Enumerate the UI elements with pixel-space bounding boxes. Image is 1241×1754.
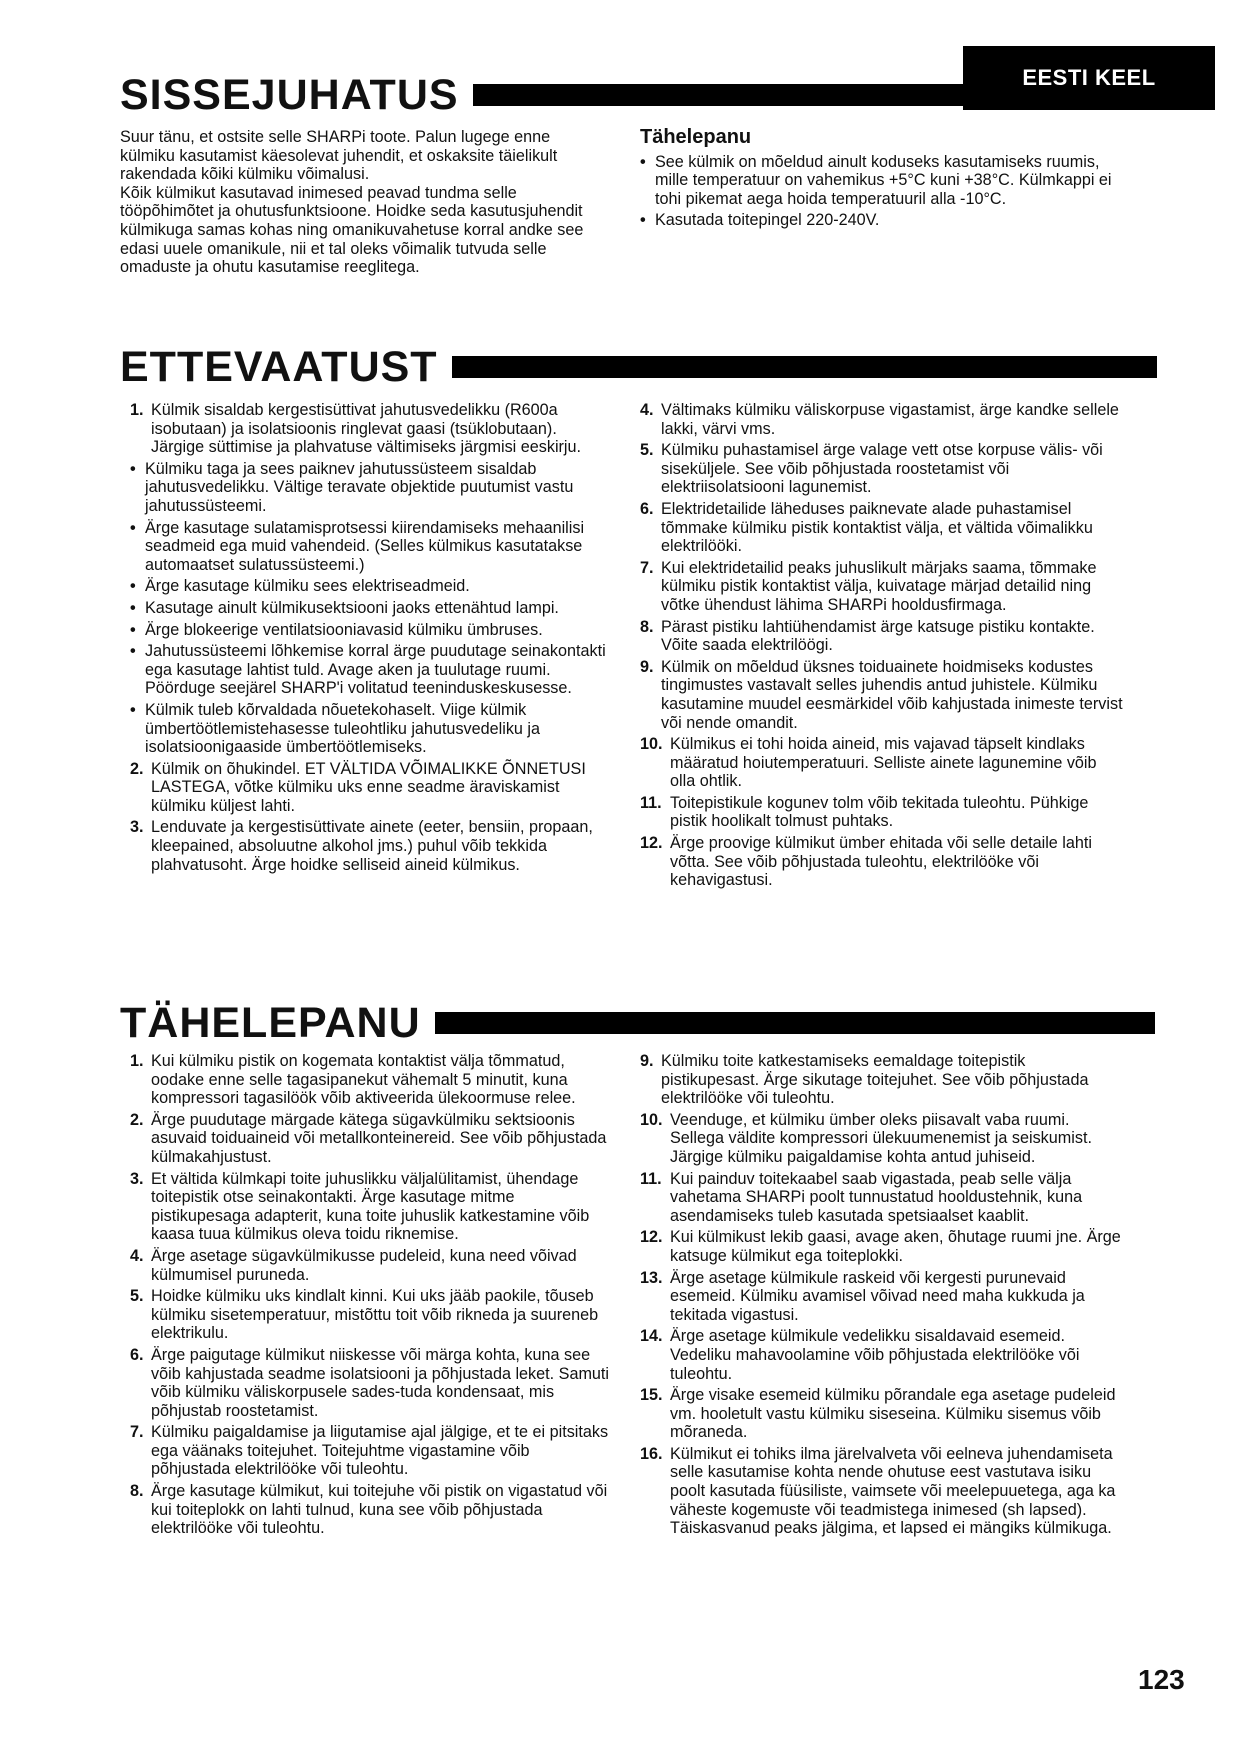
list-item (130, 1287, 610, 1343)
item-number: 14. (640, 1327, 663, 1346)
item-number: 1. (130, 401, 144, 419)
list-item: • See külmik on mõeldud ainult koduseks kasutamiseks ruumis, mille temperatuur on vahemikus +5°C kuni +38°C. Külmkappi ei tohi pikemat aega hoida temperatuuril alla -10°C. (640, 153, 1135, 209)
warnings-right-column (640, 401, 1125, 893)
item-text: Ärge asetage sügavkülmikusse pudeleid, kuna need võivad külmumisel puruneda. (151, 1246, 577, 1284)
list-item (130, 1111, 610, 1167)
list-item: • Külmiku taga ja sees paiknev jahutussüsteem sisaldab jahutusvedelikku. Vältige teravate objektide puutumist vastu jahutussüsteemi. (130, 460, 610, 516)
item-number: 11. (640, 793, 662, 812)
warnings-title: ETTEVAATUST (120, 342, 438, 391)
list-item (640, 1228, 1125, 1265)
intro-title: SISSEJUHATUS (120, 70, 459, 119)
item-text: Külmiku puhastamisel ärge valage vett otse korpuse välis- või siseküljele. See võib põhjustada roostetamist või elektriisolatsiooni lagunemist. (661, 441, 1103, 497)
item-text: Kui külmikust lekib gaasi, avage aken, õhutage ruumi jne. Ärge katsuge külmikut ega toiteplokki. (670, 1228, 1121, 1265)
list-item (640, 1111, 1125, 1167)
item-number: 9. (640, 1052, 654, 1070)
list-item (640, 834, 1125, 890)
item-text: Vältimaks külmiku väliskorpuse vigastamist, ärge kandke sellele lakki, värvi vms. (661, 401, 1119, 438)
list-item (640, 794, 1125, 831)
item-text: Et vältida külmkapi toite juhuslikku väljalülitamist, ühendage toitepistik otse seinakontakti. Ärge kasutage mitme pistikupesaga adapterit, kuna toite juhuslik katkestamine võib kaasa tuua külmikus oleva toidu riknemise. (151, 1169, 590, 1244)
item-text: Ärge proovige külmikut ümber ehitada või selle detaile lahti võtta. See võib põhjustada tuleohtu, elektrilööke või kehavigastusi. (670, 834, 1093, 890)
item-text: Külmik sisaldab kergestisüttivat jahutusvedelikku (R600a isobutaan) ja isolatsioonis ringlevat gaasi (tsüklobutaan). Järgige süttimise ja plahvatuse vältimiseks järgmisi eeskirju. (151, 401, 582, 457)
item-number: 8. (640, 617, 654, 636)
list-item (130, 1247, 610, 1284)
item-number: 8. (130, 1482, 144, 1501)
item-number: 10. (640, 1110, 663, 1129)
item-text: Hoidke külmiku uks kindlalt kinni. Kui uks jääb paokile, tõuseb külmiku sisetemperatuur, mistõttu toit võib rikneda ja suureneb elektrikulu. (151, 1287, 599, 1343)
warnings-heading (120, 340, 1157, 394)
item-text: Ärge kasutage külmikut, kui toitejuhe või pistik on vigastatud või kui toiteplokk on lahti tulnud, kuna see võib põhjustada elektrilööke või tuleohtu. (151, 1482, 608, 1538)
item-text: Külmiku paigaldamise ja liigutamise ajal jälgige, et te ei pitsitaks ega väänaks toitejuhet. Toitejuhtme vigastamine võib põhjustada elektrilööke või tuleohtu. (151, 1423, 609, 1479)
language-tab: EESTI KEEL (963, 46, 1215, 110)
note-title: Tähelepanu (640, 126, 752, 148)
list-item (130, 760, 610, 816)
list-item (640, 1269, 1125, 1325)
item-text: Kui külmiku pistik on kogemata kontaktist välja tõmmatud, oodake enne selle tagasipanekut vähemalt 5 minutit, kuna kompressori tagasilöök võib aktiveerida ülekoormuse relee. (151, 1052, 576, 1108)
list-item: • Ärge blokeerige ventilatsiooniavasid külmiku ümbruses. (130, 621, 610, 640)
item-number: 15. (640, 1386, 663, 1405)
intro-heading (120, 68, 988, 122)
note-bullets (640, 153, 1135, 230)
item-text: Ärge visake esemeid külmiku põrandale ega asetage pudeleid vm. hooletult vastu külmiku siseseina. Külmiku sisemus võib mõraneda. (670, 1386, 1116, 1442)
list-item (130, 1346, 610, 1420)
item-number: 1. (130, 1052, 144, 1070)
item-number: 16. (640, 1444, 663, 1463)
sub-bullets (130, 460, 610, 757)
item-text: Toitepistikule kogunev tolm võib tekitada tuleohtu. Pühkige pistik hoolikalt tolmust puhtaks. (670, 793, 1089, 831)
list-item (640, 1445, 1125, 1538)
item-number: 5. (130, 1287, 144, 1306)
item-number: 2. (130, 1110, 144, 1129)
item-number: 12. (640, 834, 663, 853)
list-item (130, 1423, 610, 1479)
item-text: Külmiku toite katkestamiseks eemaldage toitepistik pistikupesast. Ärge sikutage toitejuhet. See võib põhjustada elektrilööke või tuleohtu. (661, 1052, 1089, 1108)
list-item (130, 1170, 610, 1244)
item-text: Külmik on õhukindel. ET VÄLTIDA VÕIMALIKKE ÕNNETUSI LASTEGA, võtke külmiku uks enne seadme äraviskamist külmiku küljest lahti. (151, 759, 586, 815)
item-text: Külmik on mõeldud üksnes toiduainete hoidmiseks kodustes tingimustes vastavalt selles juhendis antud juhistele. Külmiku kasutamine muudel eesmärkidel võib kahjustada inimeste tervist või nende omandit. (661, 657, 1123, 732)
item-text: Pärast pistiku lahtiühendamist ärge katsuge pistiku kontakte. Võite saada elektrilöögi. (661, 617, 1095, 655)
list-item: • Ärge kasutage külmiku sees elektriseadmeid. (130, 577, 610, 596)
list-item (640, 735, 1125, 791)
intro-paragraph: Suur tänu, et ostsite selle SHARPi toote. Palun lugege enne külmiku kasutamist käesolevat juhendit, et oskaksite täielikult rakendada kõiki külmiku võimalusi. (120, 128, 558, 184)
item-number: 6. (130, 1345, 144, 1364)
item-number: 7. (130, 1423, 144, 1442)
list-item (640, 618, 1125, 655)
list-item (130, 818, 610, 874)
list-item (640, 1386, 1125, 1442)
item-text: Külmikut ei tohiks ilma järelvalveta või eelneva juhendamiseta selle kasutamise kohta nende ohutuse eest vastutava isiku poolt kasutada füüsiliste, vaimsete või meelepuuetega, aga ka väheste kogemuste või teadmistega inimesed (sh lapsed). Täiskasvanud peaks jälgima, et lapsed ei mängiks külmikuga. (670, 1444, 1116, 1538)
list-item (640, 559, 1125, 615)
item-number: 4. (130, 1246, 144, 1265)
item-text: Ärge puudutage märgade kätega sügavkülmiku sektsioonis asuvaid toiduaineid või metallkonteinereid. See võib põhjustada külmakahjustust. (151, 1110, 607, 1166)
heading-rule (435, 1012, 1155, 1034)
item-number: 11. (640, 1169, 662, 1188)
item-number: 9. (640, 657, 654, 676)
item-number: 3. (130, 1169, 144, 1188)
item-number: 2. (130, 759, 144, 778)
list-item: • Kasutada toitepingel 220-240V. (640, 211, 1135, 230)
list-item (640, 1327, 1125, 1383)
item-number: 5. (640, 441, 654, 460)
cautions-right-column (640, 1052, 1125, 1541)
list-item (640, 401, 1125, 438)
cautions-heading (120, 996, 1155, 1050)
item-number: 12. (640, 1228, 663, 1247)
item-text: Külmikus ei tohi hoida aineid, mis vajavad täpselt kindlaks määratud hoiutemperatuuri. Selliste ainete lagunemine võib olla ohtlik. (670, 735, 1097, 791)
item-number: 3. (130, 818, 144, 837)
list-item: • Külmik tuleb kõrvaldada nõuetekohaselt. Viige külmik ümbertöötlemistehasesse tuleohtliku jahutusvedeliku ja isolatsioonigaaside ümbertöötlemiseks. (130, 701, 610, 757)
item-text: Kui painduv toitekaabel saab vigastada, peab selle välja vahetama SHARPi poolt tunnustatud hooldustehnik, kuna asendamiseks tuleb kasutada spetsiaalset kaablit. (670, 1169, 1083, 1225)
item-text: Ärge asetage külmikule vedelikku sisaldavaid esemeid. Vedeliku mahavoolamine võib põhjustada elektrilööke või tuleohtu. (670, 1327, 1080, 1383)
page-number: 123 (1138, 1664, 1185, 1695)
list-item: • Ärge kasutage sulatamisprotsessi kiirendamiseks mehaanilisi seadmeid ega muid vahendeid. (Selles külmikus kasutatakse automaatset sulatussüsteemi.) (130, 519, 610, 575)
item-text: Lenduvate ja kergestisüttivate ainete (eeter, bensiin, propaan, kleepained, absoluutne alkohol jms.) puhul võib tekkida plahvatusoht. Ärge hoidke selliseid aineid külmikus. (151, 818, 593, 874)
item-text: Ärge paigutage külmikut niiskesse või märga kohta, kuna see võib kahjustada seadme isolatsiooni ja põhjustada leket. Samuti võib külmiku väliskorpusele sades-tuda kondensaat, mis põhjustab roostetamist. (151, 1345, 610, 1420)
item-number: 10. (640, 735, 663, 754)
heading-rule (452, 356, 1157, 378)
cautions-title: TÄHELEPANU (120, 998, 421, 1047)
list-item (130, 1052, 610, 1108)
item-number: 6. (640, 499, 654, 518)
intro-body (120, 128, 605, 277)
list-item (640, 1170, 1125, 1226)
cautions-left-column (130, 1052, 610, 1541)
list-item (640, 441, 1125, 497)
heading-rule (473, 84, 988, 106)
item-text: Veenduge, et külmiku ümber oleks piisavalt vaba ruumi. Sellega väldite kompressori ülekuumenemist ja seiskumist. Järgige külmiku paigaldamise kohta antud juhiseid. (670, 1110, 1092, 1166)
list-item (130, 1482, 610, 1538)
item-text: Elektridetailide läheduses paiknevate alade puhastamisel tõmmake külmiku pistik kontaktist välja, et vältida võimalikku elektrilööki. (661, 499, 1093, 556)
item-text: Ärge asetage külmikule raskeid või kergesti purunevaid esemeid. Külmiku avamisel võivad need maha kukkuda ja tekitada vigastusi. (670, 1268, 1085, 1324)
list-item (640, 1052, 1125, 1108)
list-item: • Kasutage ainult külmikusektsiooni jaoks ettenähtud lampi. (130, 599, 610, 618)
list-item: • Jahutussüsteemi lõhkemise korral ärge puudutage seinakontakti ega kasutage lahtist tuld. Avage aken ja tuulutage ruumi. Pöörduge seejärel SHARP'i volitatud teeninduskeskusesse. (130, 642, 610, 698)
item-text: Kui elektridetailid peaks juhuslikult märjaks saama, tõmmake külmiku pistik kontaktist välja, kuivatage märjad detailid ning võtke ühendust lähima SHARPi hooldusfirmaga. (661, 558, 1097, 614)
item-number: 7. (640, 558, 654, 577)
warnings-left-column (130, 401, 610, 877)
list-item (640, 500, 1125, 556)
item-number: 13. (640, 1268, 663, 1287)
intro-note (640, 128, 1135, 233)
item-number: 4. (640, 401, 654, 419)
intro-paragraph: Kõik külmikut kasutavad inimesed peavad tundma selle tööpõhimõtet ja ohutusfunktsioone. Hoidke seda kasutusjuhendit külmikuga samas kohas ning omanikuvahetuse korral andke see edasi uuele omanikule, nii et tal oleks võimalik tutvuda selle omaduste ja ohutu kasutamise reeglitega. (120, 183, 584, 277)
list-item (130, 401, 610, 757)
list-item (640, 658, 1125, 732)
